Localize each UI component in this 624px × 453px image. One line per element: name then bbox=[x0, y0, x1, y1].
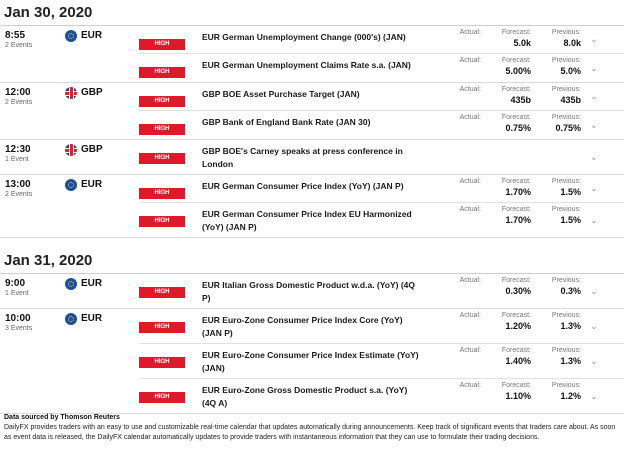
actual-cell bbox=[424, 203, 484, 237]
forecast-value: 1.10% bbox=[505, 391, 531, 401]
event-count: 1 Event bbox=[5, 156, 29, 163]
chevron-down-icon[interactable]: ⌄ bbox=[590, 285, 598, 296]
chevron-down-icon[interactable]: ⌄ bbox=[590, 320, 598, 331]
currency-cell bbox=[65, 140, 139, 174]
eu-flag-icon bbox=[65, 179, 77, 191]
chevron-down-icon[interactable]: ⌄ bbox=[590, 62, 598, 73]
event-count: 1 Event bbox=[5, 290, 29, 297]
forecast-value: 1.20% bbox=[505, 321, 531, 331]
event-title[interactable]: EUR Euro-Zone Consumer Price Index Estimate (YoY) (JAN) bbox=[202, 350, 419, 373]
previous-value: 0.75% bbox=[555, 123, 581, 133]
time-cell bbox=[0, 26, 65, 82]
previous-cell bbox=[534, 203, 584, 237]
chevron-down-icon[interactable]: ⌄ bbox=[590, 355, 598, 366]
previous-value: 1.2% bbox=[560, 391, 581, 401]
actual-label: Actual: bbox=[459, 277, 481, 284]
actual-cell bbox=[424, 111, 484, 139]
previous-label: Previous: bbox=[551, 206, 581, 213]
event-row[interactable] bbox=[139, 83, 624, 111]
eu-flag-icon bbox=[65, 278, 77, 290]
forecast-cell bbox=[484, 309, 534, 343]
actual-label: Actual: bbox=[459, 347, 481, 354]
chevron-down-icon[interactable]: ⌄ bbox=[590, 91, 598, 101]
forecast-label: Forecast: bbox=[501, 178, 531, 185]
actual-label: Actual: bbox=[459, 382, 481, 389]
event-row[interactable] bbox=[139, 26, 624, 54]
previous-label: Previous: bbox=[551, 347, 581, 354]
previous-value: 0.3% bbox=[560, 286, 581, 296]
importance-cell bbox=[139, 274, 202, 308]
time-cell bbox=[0, 140, 65, 174]
calendar-description: DailyFX provides traders with an easy to use and customizable real-time calendar that updates automatically during announcements. Keep track of significant events that traders care about. As soon as event data is released, the DailyFX calendar automatically updates to provide traders with instantaneous information that they can use to formulate their trading decisions. bbox=[4, 424, 616, 441]
event-time: 8:55 bbox=[5, 30, 26, 41]
gb-flag-icon bbox=[65, 87, 77, 99]
importance-badge: HIGH bbox=[139, 39, 185, 50]
forecast-label: Forecast: bbox=[501, 347, 531, 354]
event-title[interactable]: EUR German Unemployment Change (000's) (JAN) bbox=[202, 32, 406, 42]
forecast-cell bbox=[484, 274, 534, 308]
previous-label: Previous: bbox=[551, 312, 581, 319]
day-date: Jan 30, 2020 bbox=[4, 4, 93, 21]
data-source: Data sourced by Thomson Reuters bbox=[4, 414, 120, 421]
importance-cell bbox=[139, 140, 202, 174]
currency-cell bbox=[65, 26, 139, 82]
importance-cell bbox=[139, 203, 202, 237]
event-row[interactable] bbox=[139, 309, 624, 344]
importance-badge: HIGH bbox=[139, 392, 185, 403]
calendar-footer bbox=[4, 414, 620, 443]
forecast-value: 435b bbox=[510, 95, 531, 105]
importance-badge: HIGH bbox=[139, 188, 185, 199]
event-row[interactable] bbox=[139, 54, 624, 82]
importance-cell bbox=[139, 26, 202, 53]
forecast-cell bbox=[484, 140, 534, 174]
event-row[interactable] bbox=[139, 203, 624, 237]
actual-label: Actual: bbox=[459, 29, 481, 36]
forecast-cell bbox=[484, 111, 534, 139]
time-cell bbox=[0, 309, 65, 413]
chevron-down-icon[interactable]: ⌄ bbox=[590, 151, 598, 162]
importance-cell bbox=[139, 379, 202, 413]
event-count: 2 Events bbox=[5, 99, 33, 106]
event-count: 3 Events bbox=[5, 325, 33, 332]
event-list bbox=[139, 309, 624, 413]
day-header bbox=[0, 248, 624, 274]
chevron-down-icon[interactable]: ⌄ bbox=[590, 183, 598, 193]
importance-cell bbox=[139, 83, 202, 110]
event-title[interactable]: EUR Euro-Zone Consumer Price Index Core (YoY) (JAN P) bbox=[202, 315, 403, 338]
forecast-value: 0.30% bbox=[505, 286, 531, 296]
actual-label: Actual: bbox=[459, 312, 481, 319]
currency-cell bbox=[65, 175, 139, 237]
forecast-label: Forecast: bbox=[501, 86, 531, 93]
event-time: 12:00 bbox=[5, 87, 31, 98]
forecast-label: Forecast: bbox=[501, 114, 531, 121]
previous-cell bbox=[534, 175, 584, 202]
chevron-down-icon[interactable]: ⌄ bbox=[590, 119, 598, 130]
importance-badge: HIGH bbox=[139, 287, 185, 298]
previous-cell bbox=[534, 54, 584, 82]
event-group bbox=[0, 83, 624, 140]
event-row[interactable] bbox=[139, 274, 624, 308]
importance-badge: HIGH bbox=[139, 357, 185, 368]
previous-value: 435b bbox=[560, 95, 581, 105]
day-header bbox=[0, 0, 624, 26]
importance-badge: HIGH bbox=[139, 124, 185, 135]
chevron-down-icon[interactable]: ⌄ bbox=[590, 34, 598, 44]
currency-code: EUR bbox=[81, 313, 103, 324]
event-group bbox=[0, 26, 624, 83]
eu-flag-icon bbox=[65, 30, 77, 42]
previous-value: 8.0k bbox=[563, 38, 581, 48]
actual-label: Actual: bbox=[459, 178, 481, 185]
importance-cell bbox=[139, 175, 202, 202]
previous-label: Previous: bbox=[551, 114, 581, 121]
chevron-down-icon[interactable]: ⌄ bbox=[590, 214, 598, 225]
forecast-cell bbox=[484, 379, 534, 413]
event-row[interactable] bbox=[139, 379, 624, 413]
actual-cell bbox=[424, 379, 484, 413]
event-list bbox=[139, 274, 624, 308]
time-cell bbox=[0, 83, 65, 139]
event-title[interactable]: EUR German Consumer Price Index (YoY) (JAN P) bbox=[202, 181, 404, 191]
importance-cell bbox=[139, 309, 202, 343]
forecast-cell bbox=[484, 344, 534, 378]
previous-label: Previous: bbox=[551, 57, 581, 64]
previous-label: Previous: bbox=[551, 382, 581, 389]
day-date: Jan 31, 2020 bbox=[4, 252, 93, 269]
forecast-value: 1.70% bbox=[505, 187, 531, 197]
event-list bbox=[139, 175, 624, 237]
actual-cell bbox=[424, 344, 484, 378]
currency-cell bbox=[65, 274, 139, 308]
event-title[interactable]: EUR German Consumer Price Index EU Harmonized (YoY) (JAN P) bbox=[202, 209, 412, 232]
currency-code: EUR bbox=[81, 30, 103, 41]
previous-cell bbox=[534, 274, 584, 308]
event-row[interactable] bbox=[139, 140, 624, 174]
actual-label: Actual: bbox=[459, 86, 481, 93]
event-title[interactable]: GBP BOE's Carney speaks at press conference in London bbox=[202, 146, 403, 169]
actual-cell bbox=[424, 274, 484, 308]
forecast-cell bbox=[484, 175, 534, 202]
actual-cell bbox=[424, 83, 484, 110]
forecast-cell bbox=[484, 54, 534, 82]
importance-badge: HIGH bbox=[139, 216, 185, 227]
forecast-value: 5.0k bbox=[513, 38, 531, 48]
event-title[interactable]: GBP BOE Asset Purchase Target (JAN) bbox=[202, 89, 360, 99]
actual-label: Actual: bbox=[459, 206, 481, 213]
forecast-label: Forecast: bbox=[501, 29, 531, 36]
event-group bbox=[0, 140, 624, 175]
event-time: 9:00 bbox=[5, 278, 26, 289]
previous-cell bbox=[534, 140, 584, 174]
forecast-cell bbox=[484, 26, 534, 53]
previous-cell bbox=[534, 379, 584, 413]
importance-badge: HIGH bbox=[139, 153, 185, 164]
forecast-label: Forecast: bbox=[501, 57, 531, 64]
currency-cell bbox=[65, 83, 139, 139]
event-count: 2 Events bbox=[5, 42, 33, 49]
currency-code: EUR bbox=[81, 179, 103, 190]
forecast-value: 5.00% bbox=[505, 66, 531, 76]
previous-label: Previous: bbox=[551, 277, 581, 284]
importance-cell bbox=[139, 344, 202, 378]
event-time: 13:00 bbox=[5, 179, 31, 190]
forecast-label: Forecast: bbox=[501, 206, 531, 213]
previous-label: Previous: bbox=[551, 86, 581, 93]
previous-value: 5.0% bbox=[560, 66, 581, 76]
previous-cell bbox=[534, 83, 584, 110]
previous-cell bbox=[534, 26, 584, 53]
event-title[interactable]: EUR Italian Gross Domestic Product w.d.a. (YoY) (4Q P) bbox=[202, 280, 416, 303]
event-time: 12:30 bbox=[5, 144, 31, 155]
event-group bbox=[0, 175, 624, 238]
currency-code: GBP bbox=[81, 144, 103, 155]
event-group bbox=[0, 309, 624, 414]
event-row[interactable] bbox=[139, 344, 624, 379]
importance-cell bbox=[139, 111, 202, 139]
previous-label: Previous: bbox=[551, 178, 581, 185]
event-title[interactable]: EUR German Unemployment Claims Rate s.a. (JAN) bbox=[202, 60, 411, 70]
previous-cell bbox=[534, 309, 584, 343]
time-cell bbox=[0, 274, 65, 308]
importance-badge: HIGH bbox=[139, 67, 185, 78]
previous-label: Previous: bbox=[551, 29, 581, 36]
actual-label: Actual: bbox=[459, 57, 481, 64]
event-title[interactable]: EUR Euro-Zone Gross Domestic Product s.a. (YoY) (4Q A) bbox=[202, 385, 408, 408]
forecast-label: Forecast: bbox=[501, 382, 531, 389]
currency-code: GBP bbox=[81, 87, 103, 98]
actual-cell bbox=[424, 140, 484, 174]
actual-cell bbox=[424, 309, 484, 343]
event-count: 2 Events bbox=[5, 191, 33, 198]
event-row[interactable] bbox=[139, 111, 624, 139]
forecast-value: 1.40% bbox=[505, 356, 531, 366]
eu-flag-icon bbox=[65, 313, 77, 325]
event-title[interactable]: GBP Bank of England Bank Rate (JAN 30) bbox=[202, 117, 371, 127]
forecast-value: 1.70% bbox=[505, 215, 531, 225]
actual-label: Actual: bbox=[459, 114, 481, 121]
actual-cell bbox=[424, 26, 484, 53]
currency-cell bbox=[65, 309, 139, 413]
previous-value: 1.3% bbox=[560, 321, 581, 331]
importance-cell bbox=[139, 54, 202, 82]
previous-value: 1.3% bbox=[560, 356, 581, 366]
currency-code: EUR bbox=[81, 278, 103, 289]
event-list bbox=[139, 83, 624, 139]
event-list bbox=[139, 140, 624, 174]
event-row[interactable] bbox=[139, 175, 624, 203]
previous-value: 1.5% bbox=[560, 215, 581, 225]
event-list bbox=[139, 26, 624, 82]
forecast-label: Forecast: bbox=[501, 277, 531, 284]
actual-cell bbox=[424, 54, 484, 82]
event-time: 10:00 bbox=[5, 313, 31, 324]
forecast-label: Forecast: bbox=[501, 312, 531, 319]
previous-cell bbox=[534, 344, 584, 378]
chevron-down-icon[interactable]: ⌄ bbox=[590, 390, 598, 401]
importance-badge: HIGH bbox=[139, 96, 185, 107]
actual-cell bbox=[424, 175, 484, 202]
time-cell bbox=[0, 175, 65, 237]
forecast-cell bbox=[484, 83, 534, 110]
forecast-value: 0.75% bbox=[505, 123, 531, 133]
previous-value: 1.5% bbox=[560, 187, 581, 197]
forecast-cell bbox=[484, 203, 534, 237]
gb-flag-icon bbox=[65, 144, 77, 156]
importance-badge: HIGH bbox=[139, 322, 185, 333]
event-group bbox=[0, 274, 624, 309]
previous-cell bbox=[534, 111, 584, 139]
